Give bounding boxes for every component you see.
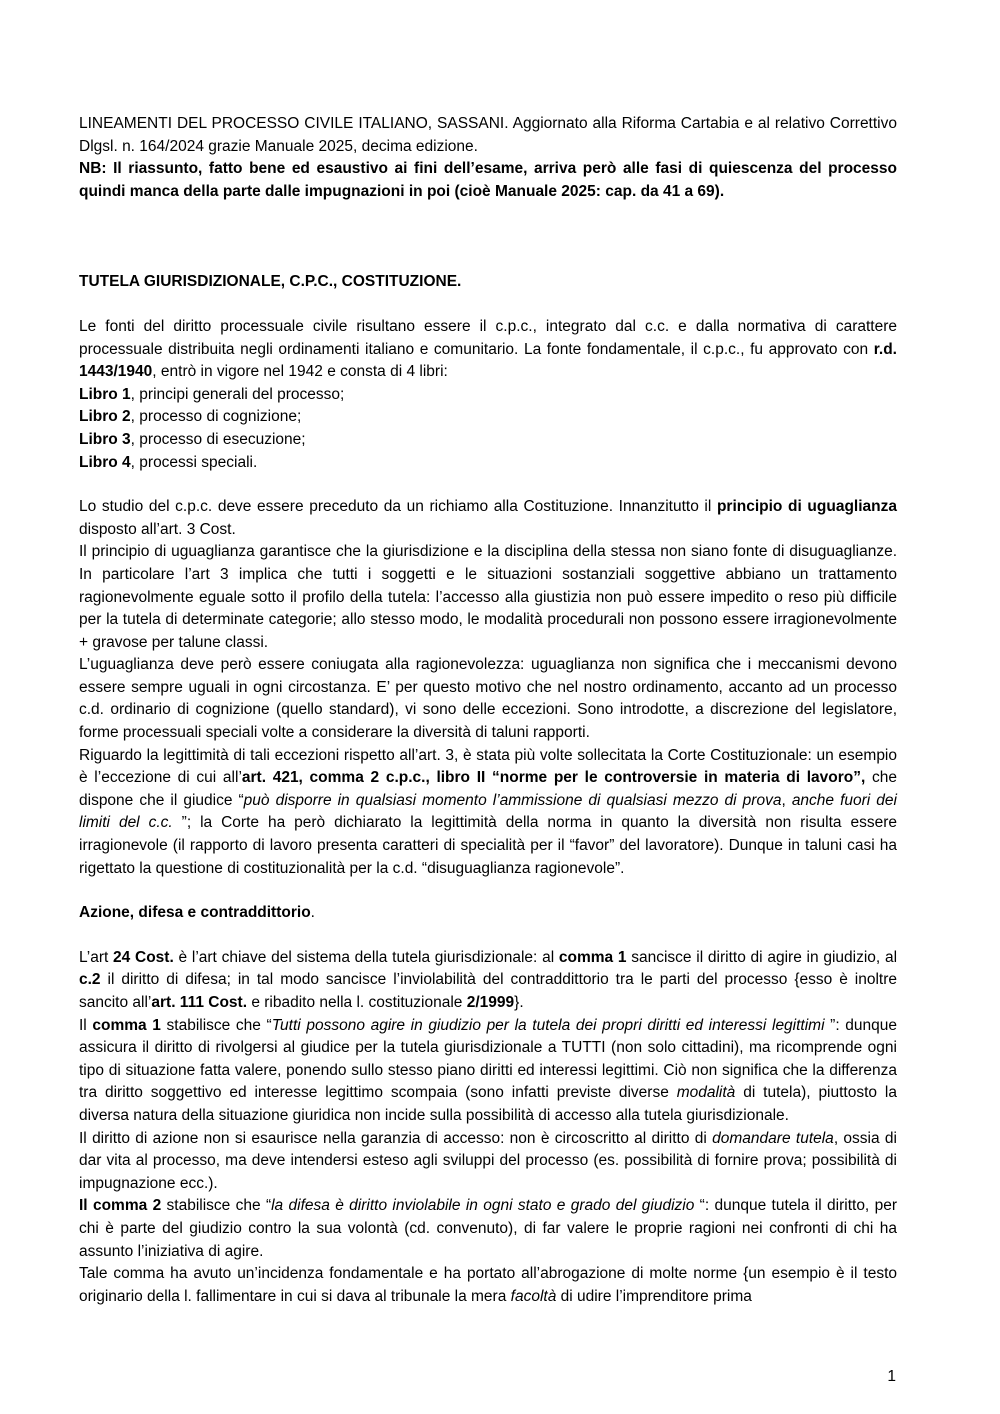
paragraph: Il diritto di azione non si esaurisce nella garanzia di accesso: non è circoscritto al diritto di domandare tutela, ossia di dar vita al processo, ma deve intendersi esteso agli sviluppi del processo (es. possibilità di fornire prova; possibilità di impugnazione ecc.).	[79, 1129, 897, 1192]
list-item: Libro 4, processi speciali.	[79, 453, 258, 471]
section-heading: TUTELA GIURISDIZIONALE, C.P.C., COSTITUZIONE.	[79, 273, 462, 291]
list-item: Libro 3, processo di esecuzione;	[79, 430, 306, 448]
page-number: 1	[887, 1368, 896, 1385]
list-item: Libro 2, processo di cognizione;	[79, 408, 302, 426]
paragraph: Lo studio del c.p.c. deve essere preceduto da un richiamo alla Costituzione. Innanzitutto il principio di uguaglianza disposto all’art. 3 Cost.	[79, 498, 897, 538]
paragraph: Le fonti del diritto processuale civile risultano essere il c.p.c., integrato dal c.c. e dalla normativa di carattere processuale distribuita negli ordinamenti italiano e comunitario. La fonte fondamentale, il c.p.c., fu approvato con r.d. 1443/1940, entrò in vigore nel 1942 e consta di 4 libri:	[79, 317, 897, 381]
intro-paragraph	[79, 113, 897, 203]
document-body	[79, 113, 897, 1308]
paragraph: L’art 24 Cost. è l’art chiave del sistema della tutela giurisdizionale: al comma 1 sancisce il diritto di agire in giudizio, al c.2 il diritto di difesa; in tal modo sancisce l’inviolabilità del contraddittorio tra le parti del processo {esso è inoltre sancito all’art. 111 Cost. e ribadito nella l. costituzionale 2/1999}.	[79, 948, 898, 1011]
list-item: Libro 1, principi generali del processo;	[79, 385, 345, 403]
paragraph: L’uguaglianza deve però essere coniugata alla ragionevolezza: uguaglianza non significa che i meccanismi devono essere sempre uguali in ogni circostanza. E’ per questo motivo che nel nostro ordinamento, accanto ad un processo c.d. ordinario di cognizione (quello standard), vi sono delle eccezioni. Sono introdotte, a discrezione del legislatore, forme processuali speciali volte a considerare la diversità di taluni rapporti.	[79, 656, 897, 742]
intro-text: LINEAMENTI DEL PROCESSO CIVILE ITALIANO, SASSANI. Aggiornato alla Riforma Cartabia e al relativo Correttivo Dlgsl. n. 164/2024 grazie Manuale 2025, decima edizione.	[79, 115, 897, 155]
section-heading: Azione, difesa e contraddittorio.	[79, 904, 315, 922]
paragraph: Riguardo la legittimità di tali eccezioni rispetto all’art. 3, è stata più volte sollecitata la Corte Costituzionale: un esempio è l’eccezione di cui all’art. 421, comma 2 c.p.c., libro II “norme per le controversie in materia di lavoro”, che dispone che il giudice “può disporre in qualsiasi momento l’ammissione di qualsiasi mezzo di prova, anche fuori dei limiti del c.c. ”; la Corte ha però dichiarato la legittimità della norma in quanto la diversità non risulta essere irragionevole (il rapporto di lavoro presenta caratteri di specialità per il “favor” del lavoratore). Dunque in taluni casi ha rigettato la questione di costituzionalità per la c.d. “disuguaglianza ragionevole”.	[79, 746, 898, 877]
nb-note: NB: Il riassunto, fatto bene ed esaustivo ai fini dell’esame, arriva però alle fasi di quiescenza del processo quindi manca della parte dalle impugnazioni in poi (cioè Manuale 2025: cap. da 41 a 69).	[79, 160, 897, 200]
paragraph: Tale comma ha avuto un’incidenza fondamentale e ha portato all’abrogazione di molte norme {un esempio è il testo originario della l. fallimentare in cui si dava al tribunale la mera facoltà di udire l’imprenditore prima	[79, 1265, 897, 1305]
paragraph: Il comma 1 stabilisce che “Tutti possono agire in giudizio per la tutela dei propri diritti ed interessi legittimi ”: dunque assicura il diritto di rivolgersi al giudice per la tutela giurisdizionale a TUTTI (non solo cittadini), ma ricomprende ogni tipo di situazione fatta valere, ponendo sullo stesso piano diritti ed interessi legittimi. Ciò non significa che la differenza tra diritto soggettivo ed interesse legittimo scompaia (sono infatti previste diverse modalità di tutela), piuttosto la diversa natura della situazione giuridica non incide sulla possibilità di accesso alla tutela giurisdizionale.	[79, 1016, 897, 1124]
paragraph: Il principio di uguaglianza garantisce che la giurisdizione e la disciplina della stessa non siano fonte di disuguaglianze. In particolare l’art 3 implica che tutti i soggetti e le situazioni sostanziali soggettive abbiano un trattamento ragionevolmente eguale sotto il profilo della tutela: l’accesso alla giustizia non può essere impedito o reso più difficile per la tutela di determinate categorie; allo stesso modo, le modalità procedurali non possono essere irragionevolmente + gravose per talune classi.	[79, 543, 897, 651]
paragraph: Il comma 2 stabilisce che “la difesa è diritto inviolabile in ogni stato e grado del giudizio “: dunque tutela il diritto, per chi è parte del giudizio contro la sua volontà (cd. convenuto), di far valere le proprie ragioni nei confronti di chi ha assunto l’iniziativa di agire.	[79, 1197, 897, 1260]
